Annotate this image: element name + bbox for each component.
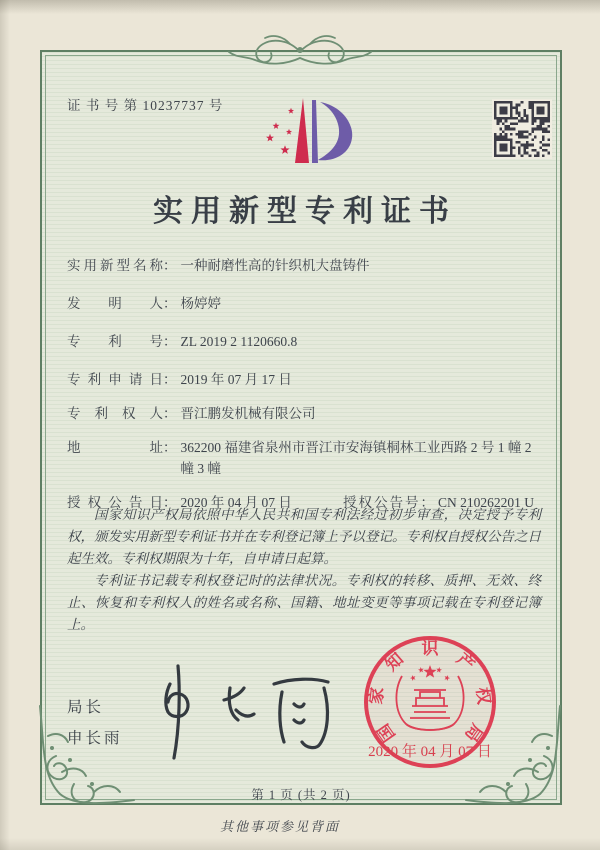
field-value: 362200 福建省泉州市晋江市安海镇桐林工业西路 2 号 1 幢 2 幢 3 幢 [180, 440, 532, 476]
photo-shadow-top [0, 0, 600, 14]
certificate-title: 实用新型专利证书 [153, 195, 457, 228]
field-value: 晋江鹏发机械有限公司 [180, 406, 316, 421]
svg-text:权: 权 [472, 686, 494, 706]
svg-text:家: 家 [366, 686, 388, 706]
svg-text:识: 识 [421, 639, 439, 658]
field-label: 发明人 [67, 296, 163, 311]
svg-text:知: 知 [381, 649, 408, 675]
field-label: 实用新型名称 [67, 258, 163, 273]
field-label: 专利权人 [67, 406, 163, 421]
field-label: 专利申请日 [67, 372, 163, 387]
field-label: 地址 [67, 440, 163, 455]
grant-no-label: 授权公告号 [343, 495, 421, 510]
field-row-patentee: 专利权人 ： 晋江鹏发机械有限公司 [67, 403, 539, 424]
signer-block [67, 692, 123, 754]
official-seal-icon [350, 628, 510, 788]
reverse-side-note: 其他事项参见背面 [219, 819, 340, 834]
seal-date: 2020 年 04 月 07 日 [368, 744, 492, 760]
field-list [67, 255, 539, 530]
svg-text:局: 局 [461, 720, 487, 746]
photo-shadow-left [0, 0, 10, 850]
field-label: 专利号 [67, 334, 163, 349]
field-value: 2020 年 04 月 07 日 [180, 495, 292, 510]
field-row-inventor: 发明人 ： 杨婷婷 [67, 293, 539, 314]
field-row-name: 实用新型名称 ： 一种耐磨性高的针织机大盘铸件 [67, 255, 539, 276]
svg-text:国: 国 [373, 720, 399, 746]
field-row-filing-date: 专利申请日 ： 2019 年 07 月 17 日 [67, 369, 539, 390]
qr-code [492, 99, 552, 159]
page-number: 第 1 页 (共 2 页) [251, 788, 351, 802]
signer-title: 局长 [67, 699, 105, 716]
signer-name: 申长雨 [67, 730, 123, 747]
field-row-patent-no: 专利号 ： ZL 2019 2 1120660.8 [67, 331, 539, 352]
field-label: 授权公告日 [67, 495, 163, 510]
field-row-address: 地址 ： 362200 福建省泉州市晋江市安海镇桐林工业西路 2 号 1 幢 2 幢 3 幢 [67, 437, 539, 479]
field-value: 2019 年 07 月 17 日 [180, 372, 292, 387]
field-value: 一种耐磨性高的针织机大盘铸件 [180, 258, 370, 273]
handwritten-signature-icon [142, 654, 352, 769]
legal-paragraph-2: 专利证书记载专利权登记时的法律状况。专利权的转移、质押、无效、终止、恢复和专利权人的姓名或名称、国籍、地址变更等事项记载在专利登记簿上。 [67, 573, 541, 632]
certificate-number: 证 书 号 第 10237737 号 [67, 98, 224, 113]
field-row-grant: 授权公告日 ： 2020 年 04 月 07 日 授权公告号 ： CN 210262201 U [67, 492, 539, 513]
cnipa-logo-icon [260, 90, 356, 170]
grant-no-value: CN 210262201 U [438, 495, 535, 510]
legal-text [67, 504, 541, 636]
svg-text:产: 产 [452, 649, 479, 675]
field-value: 杨婷婷 [180, 296, 221, 311]
certificate-sheet [40, 50, 562, 805]
photo-shadow-bottom [0, 838, 600, 850]
field-value: ZL 2019 2 1120660.8 [180, 334, 298, 349]
legal-paragraph-1: 国家知识产权局依照中华人民共和国专利法经过初步审查，决定授予专利权，颁发实用新型专利证书并在专利登记簿上予以登记。专利权自授权公告之日起生效。专利权期限为十年，自申请日起算。 [67, 507, 541, 566]
